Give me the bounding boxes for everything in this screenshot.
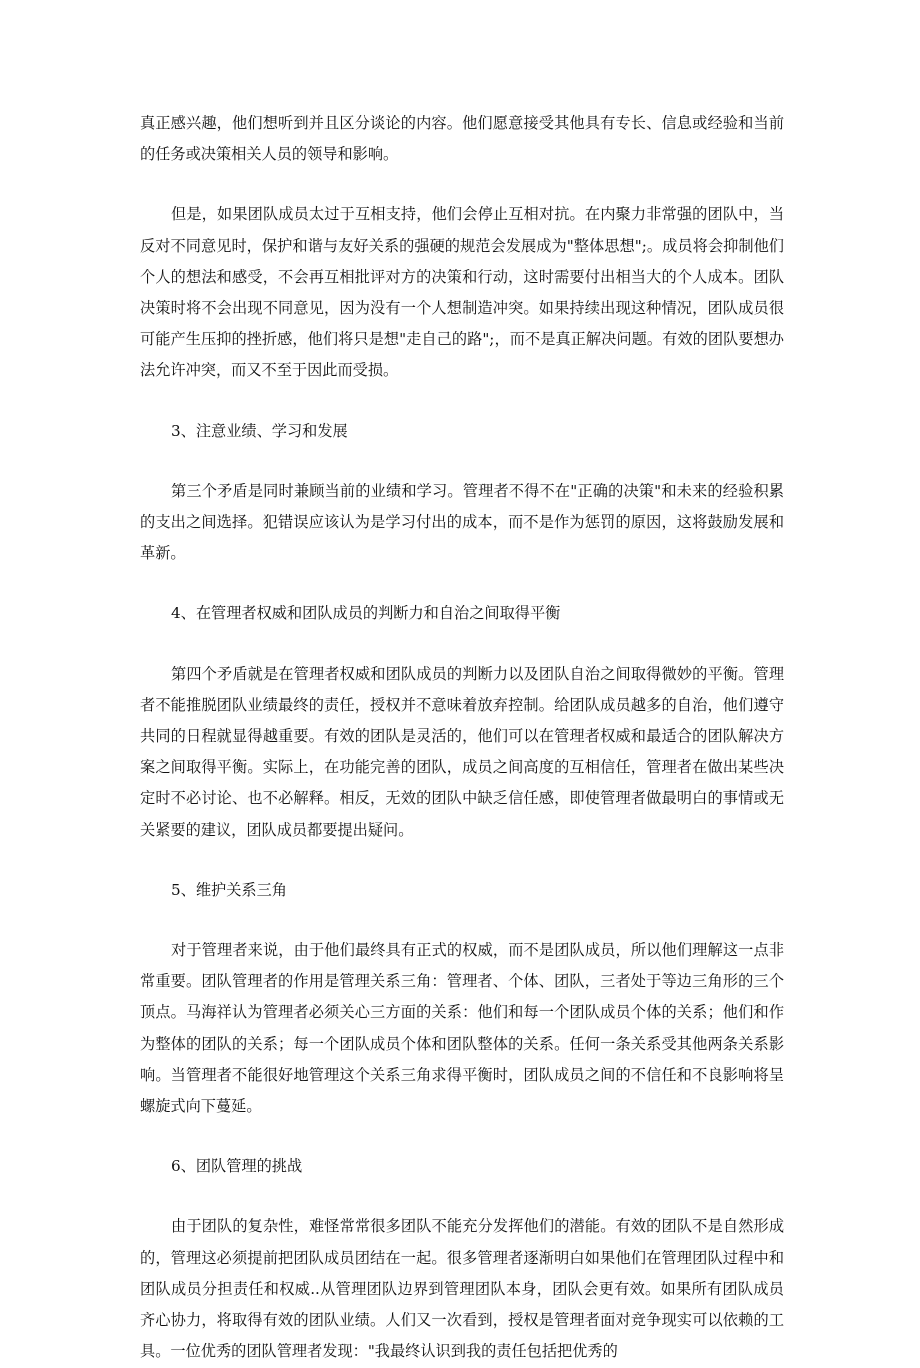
section-heading-6: 6、团队管理的挑战 [171,1157,303,1176]
paragraph-relationship-triangle: 对于管理者来说，由于他们最终具有正式的权威，而不是团队成员，所以他们理解这一点非常重要。团队管理者的作用是管理关系三角：管理者、个体、团队，三者处于等边三角形的三个顶点。马海祥认为管理者必须关心三方面的关系：他们和每一个团队成员个体的关系；他们和作为整体的团队的关系；每一个团队成员个体和团队整体的关系。任何一条关系受其他两条关系影响。当管理者不能很好地管理这个关系三角求得平衡时，团队成员之间的不信任和不良影响将呈螺旋式向下蔓延。 [140,941,784,1116]
paragraph-continuation: 真正感兴趣，他们想听到并且区分谈论的内容。他们愿意接受其他具有专长、信息或经验和当前的任务或决策相关人员的领导和影响。 [140,114,784,164]
paragraph-mutual-support: 但是，如果团队成员太过于互相支持，他们会停止互相对抗。在内聚力非常强的团队中，当反对不同意见时，保护和谐与友好关系的强硬的规范会发展成为"整体思想";。成员将会抑制他们个人的想法和感受，不会再互相批评对方的决策和行动，这时需要付出相当大的个人成本。团队决策时将不会出现不同意见，因为没有一个人想制造冲突。如果持续出现这种情况，团队成员很可能产生压抑的挫折感，他们将只是想"走自己的路";，而不是真正解决问题。有效的团队要想办法允许冲突，而又不至于因此而受损。 [140,205,784,380]
section-heading-3: 3、注意业绩、学习和发展 [171,421,348,440]
section-heading-4: 4、在管理者权威和团队成员的判断力和自治之间取得平衡 [171,604,561,623]
paragraph-authority-autonomy: 第四个矛盾就是在管理者权威和团队成员的判断力以及团队自治之间取得微妙的平衡。管理者不能推脱团队业绩最终的责任，授权并不意味着放弃控制。给团队成员越多的自治，他们遵守共同的日程就显得越重要。有效的团队是灵活的，他们可以在管理者权威和最适合的团队解决方案之间取得平衡。实际上，在功能完善的团队，成员之间高度的互相信任，管理者在做出某些决定时不必讨论、也不必解释。相反，无效的团队中缺乏信任感，即使管理者做最明白的事情或无关紧要的建议，团队成员都要提出疑问。 [140,664,784,839]
document-body [140,108,784,1368]
paragraph-team-challenges: 由于团队的复杂性，难怪常常很多团队不能充分发挥他们的潜能。有效的团队不是自然形成的，管理这必须提前把团队成员团结在一起。很多管理者逐渐明白如果他们在管理团队过程中和团队成员分担责任和权威..从管理团队边界到管理团队本身，团队会更有效。如果所有团队成员齐心协力，将取得有效的团队业绩。人们又一次看到，授权是管理者面对竞争现实可以依赖的工具。一位优秀的团队管理者发现："我最终认识到我的责任包括把优秀的 [140,1217,784,1361]
paragraph-performance-learning: 第三个矛盾是同时兼顾当前的业绩和学习。管理者不得不在"正确的决策"和未来的经验积累的支出之间选择。犯错误应该认为是学习付出的成本，而不是作为惩罚的原因，这将鼓励发展和革新。 [140,481,784,563]
section-heading-5: 5、维护关系三角 [171,880,287,899]
